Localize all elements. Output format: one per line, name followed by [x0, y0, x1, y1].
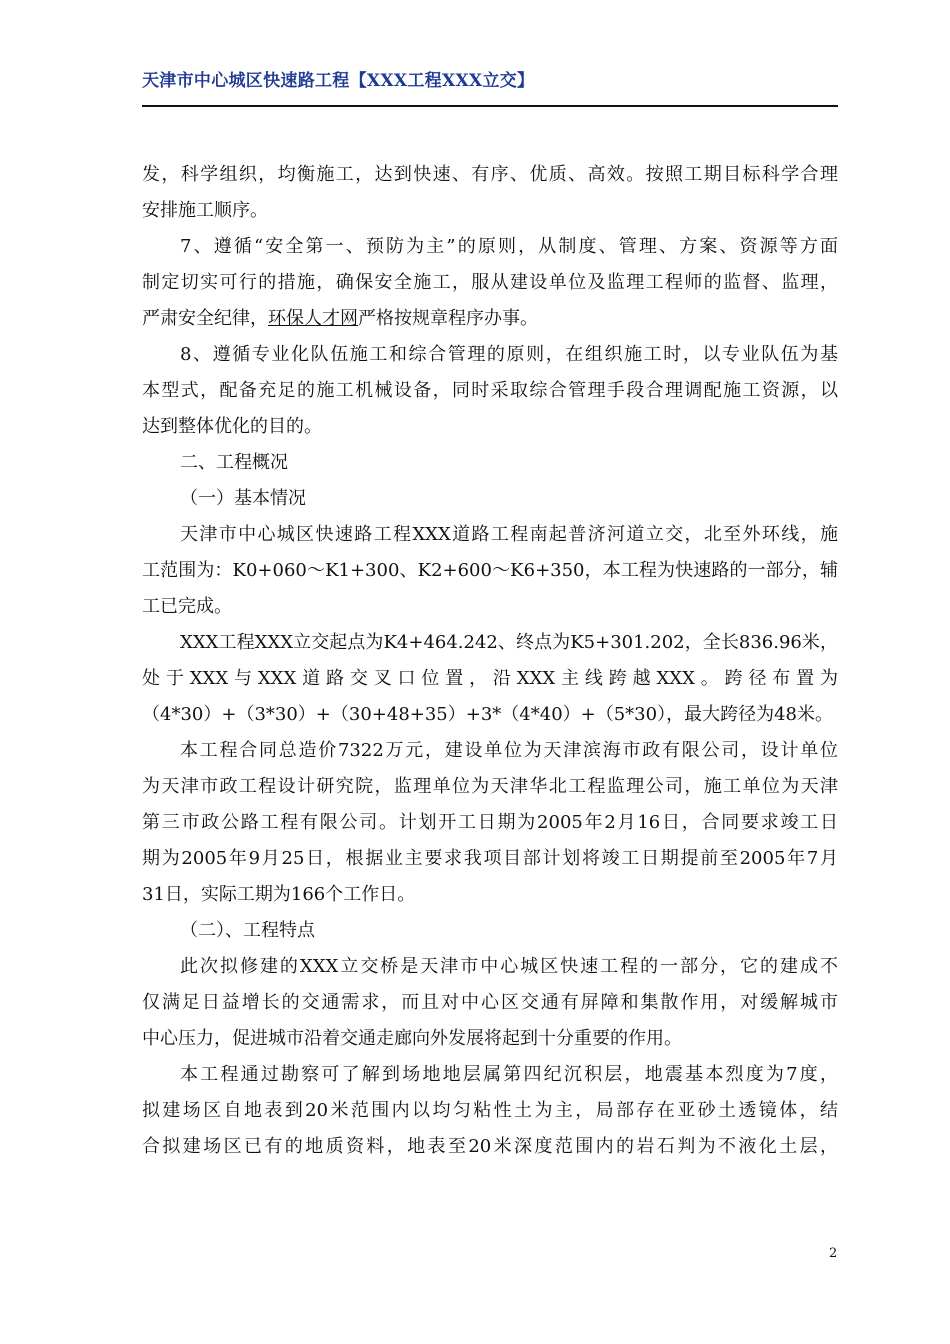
paragraph-line: 第三市政公路工程有限公司。计划开工日期为2005年2月16日，合同要求竣工日 [142, 812, 838, 833]
paragraph-line: 达到整体优化的目的。 [142, 416, 322, 437]
paragraph-line [142, 301, 838, 337]
header-divider [142, 105, 838, 107]
paragraph-line: （4*30）+（3*30）+（30+48+35）+3*（4*40）+（5*30），最大跨径为48米。 [142, 704, 833, 725]
paragraph-line: 合拟建场区已有的地质资料，地表至20米深度范围内的岩石判为不液化土层， [142, 1136, 838, 1157]
paragraph-line: 本工程通过勘察可了解到场地地层属第四纪沉积层，地震基本烈度为7度， [180, 1064, 838, 1085]
paragraph-line: XXX工程XXX立交起点为K4+464.242、终点为K5+301.202，全长836.96米， [180, 632, 838, 653]
text-segment: 严肃安全纪律， [142, 308, 268, 329]
paragraph-line: 制定切实可行的措施，确保安全施工，服从建设单位及监理工程师的监督、监理， [142, 272, 838, 293]
paragraph-line: 处于XXX与XXX道路交叉口位置，沿XXX主线跨越XXX。跨径布置为 [142, 668, 838, 689]
paragraph-line: 7、遵循“安全第一、预防为主”的原则，从制度、管理、方案、资源等方面 [180, 236, 838, 257]
paragraph-line: 中心压力，促进城市沿着交通走廊向外发展将起到十分重要的作用。 [142, 1028, 682, 1049]
paragraph-line: 天津市中心城区快速路工程XXX道路工程南起普济河道立交，北至外环线，施 [180, 524, 838, 545]
paragraph-line: 31日，实际工期为166个工作日。 [142, 884, 416, 905]
section-heading: 二、工程概况 [180, 452, 288, 473]
paragraph-line: 拟建场区自地表到20米范围内以均匀粘性土为主，局部存在亚砂土透镜体，结 [142, 1100, 838, 1121]
paragraph-line: 仅满足日益增长的交通需求，而且对中心区交通有屏障和集散作用，对缓解城市 [142, 992, 838, 1013]
text-segment: 严格按规章程序办事。 [358, 308, 538, 329]
paragraph-line: 本型式，配备充足的施工机械设备，同时采取综合管理手段合理调配施工资源，以 [142, 380, 838, 401]
paragraph-line: 安排施工顺序。 [142, 200, 268, 221]
paragraph-line: 为天津市政工程设计研究院，监理单位为天津华北工程监理公司，施工单位为天津 [142, 776, 838, 797]
paragraph-line: 工已完成。 [142, 596, 232, 617]
document-body [142, 157, 838, 1165]
inline-link[interactable]: 环保人才网 [268, 308, 358, 329]
paragraph-line: 发，科学组织，均衡施工，达到快速、有序、优质、高效。按照工期目标科学合理 [142, 164, 838, 185]
paragraph-line: 期为2005年9月25日，根据业主要求我项目部计划将竣工日期提前至2005年7月 [142, 848, 838, 869]
paragraph-line: 本工程合同总造价7322万元，建设单位为天津滨海市政有限公司，设计单位 [180, 740, 838, 761]
document-header-title: 天津市中心城区快速路工程【XXX工程XXX立交】 [142, 71, 535, 91]
page-number: 2 [829, 1246, 838, 1261]
subsection-heading: （一）基本情况 [180, 488, 306, 509]
paragraph-line: 8、遵循专业化队伍施工和综合管理的原则，在组织施工时，以专业队伍为基 [180, 344, 838, 365]
paragraph-line: 此次拟修建的XXX立交桥是天津市中心城区快速工程的一部分，它的建成不 [180, 956, 838, 977]
subsection-heading: （二）、工程特点 [180, 920, 315, 941]
paragraph-line: 工范围为：K0+060～K1+300、K2+600～K6+350，本工程为快速路的一部分，辅 [142, 560, 838, 581]
